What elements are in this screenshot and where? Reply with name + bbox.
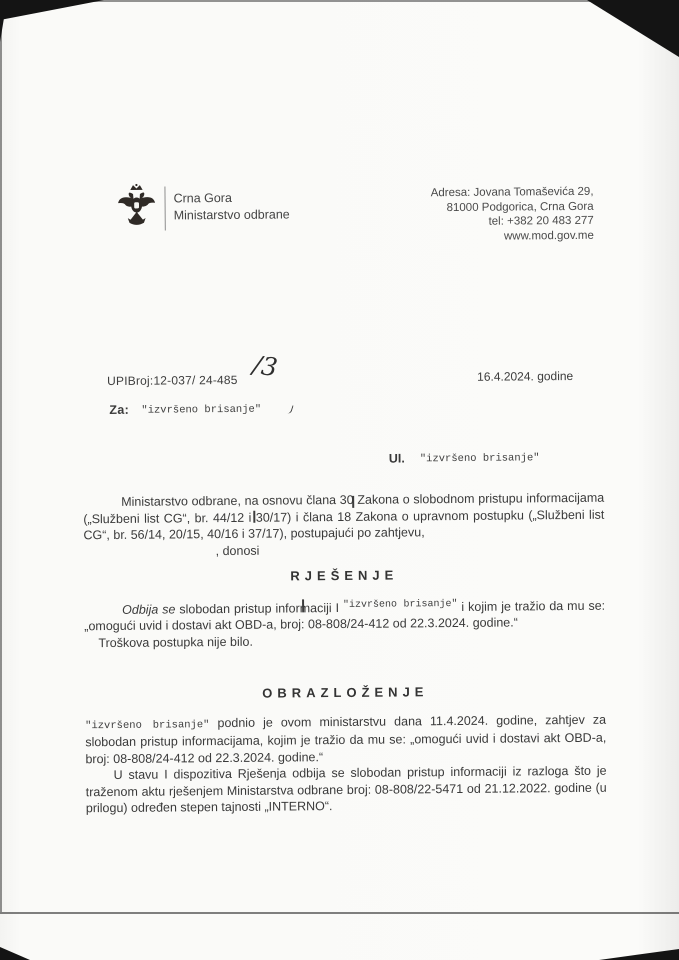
org-country: Crna Gora bbox=[173, 190, 232, 206]
ui-label: UI. bbox=[388, 451, 405, 466]
heading-rjesenje: RJEŠENJE bbox=[290, 567, 399, 584]
explanation-paragraph-2: U stavu I dispozitiva Rješenja odbija se slobodan pristup informaciji iz razloga što je traženom aktu rješenjem Ministarstva odbrane broj: 08-808/22-5471 od 21.12.2022. godine (u prilogu) određen stepen tajnosti „INTERNO“. bbox=[85, 763, 607, 816]
redaction-text-za: "izvršeno brisanje" bbox=[141, 403, 262, 417]
document-body bbox=[83, 490, 607, 817]
address-line-3: tel: +382 20 483 277 bbox=[488, 214, 594, 228]
decision-tail: i kojim je tražio da mu se: „omogući uvid i dostavi akt OBD-a, broj: 08-808/24-412 od 22.3.2024. godine.“ bbox=[84, 598, 606, 634]
letterhead-divider bbox=[164, 187, 165, 231]
redaction-text-ui: "izvršeno brisanje" bbox=[419, 452, 540, 466]
intro-paragraph bbox=[83, 490, 604, 544]
pen-mark-tick bbox=[284, 404, 293, 415]
expl1-text: podnio je ovom ministarstvu dana 11.4.2024. godine, zahtjev za slobodan pristup informacijama, kojim je tražio da mu se: „omogući uvid i dostavi akt OBD-a, broj: 08-808/24-412 od 22.3.2024. godine.“ bbox=[85, 712, 607, 766]
costs-line: Troškova postupka nije bilo. bbox=[98, 634, 253, 650]
org-ministry: Ministarstvo odbrane bbox=[173, 207, 290, 223]
coat-of-arms-icon bbox=[115, 184, 157, 237]
intro-text: Ministarstvo odbrane, na osnovu člana 30 Zakona o slobodnom pristupu informacijama („Službeni list CG“, br. 44/12 i 30/17) i člana 18 Zakona o upravnom postupku („Službeni list CG“, br. 56/14, 20/15, 40/16 i 37/17), postupajući po zahtjevu, bbox=[83, 490, 605, 543]
za-label: Za: bbox=[109, 402, 130, 418]
document-date: 16.4.2024. godine bbox=[477, 368, 574, 384]
donosi-line: , donosi bbox=[215, 543, 260, 558]
handwritten-number: /3 bbox=[250, 350, 280, 383]
address-line-2: 81000 Podgorica, Crna Gora bbox=[446, 200, 594, 214]
decision-paragraph bbox=[84, 595, 605, 635]
address-line-1: Adresa: Jovana Tomaševića 29, bbox=[430, 185, 594, 200]
decision-lead: Odbija se bbox=[122, 601, 176, 617]
reference-number: UPIBroj:12-037/ 24-485 bbox=[107, 372, 238, 389]
redaction-text-expl: "izvršeno brisanje" bbox=[85, 718, 210, 732]
decision-mid: slobodan pristup informaciji I bbox=[175, 600, 344, 616]
redaction-text-decision: "izvršeno brisanje" bbox=[342, 598, 458, 611]
address-line-4: www.mod.gov.me bbox=[503, 229, 594, 243]
heading-obrazlozenje: OBRAZLOŽENJE bbox=[262, 684, 429, 701]
letterhead-org bbox=[173, 189, 289, 224]
explanation-paragraph-1 bbox=[85, 711, 606, 767]
letterhead-address bbox=[431, 185, 594, 244]
